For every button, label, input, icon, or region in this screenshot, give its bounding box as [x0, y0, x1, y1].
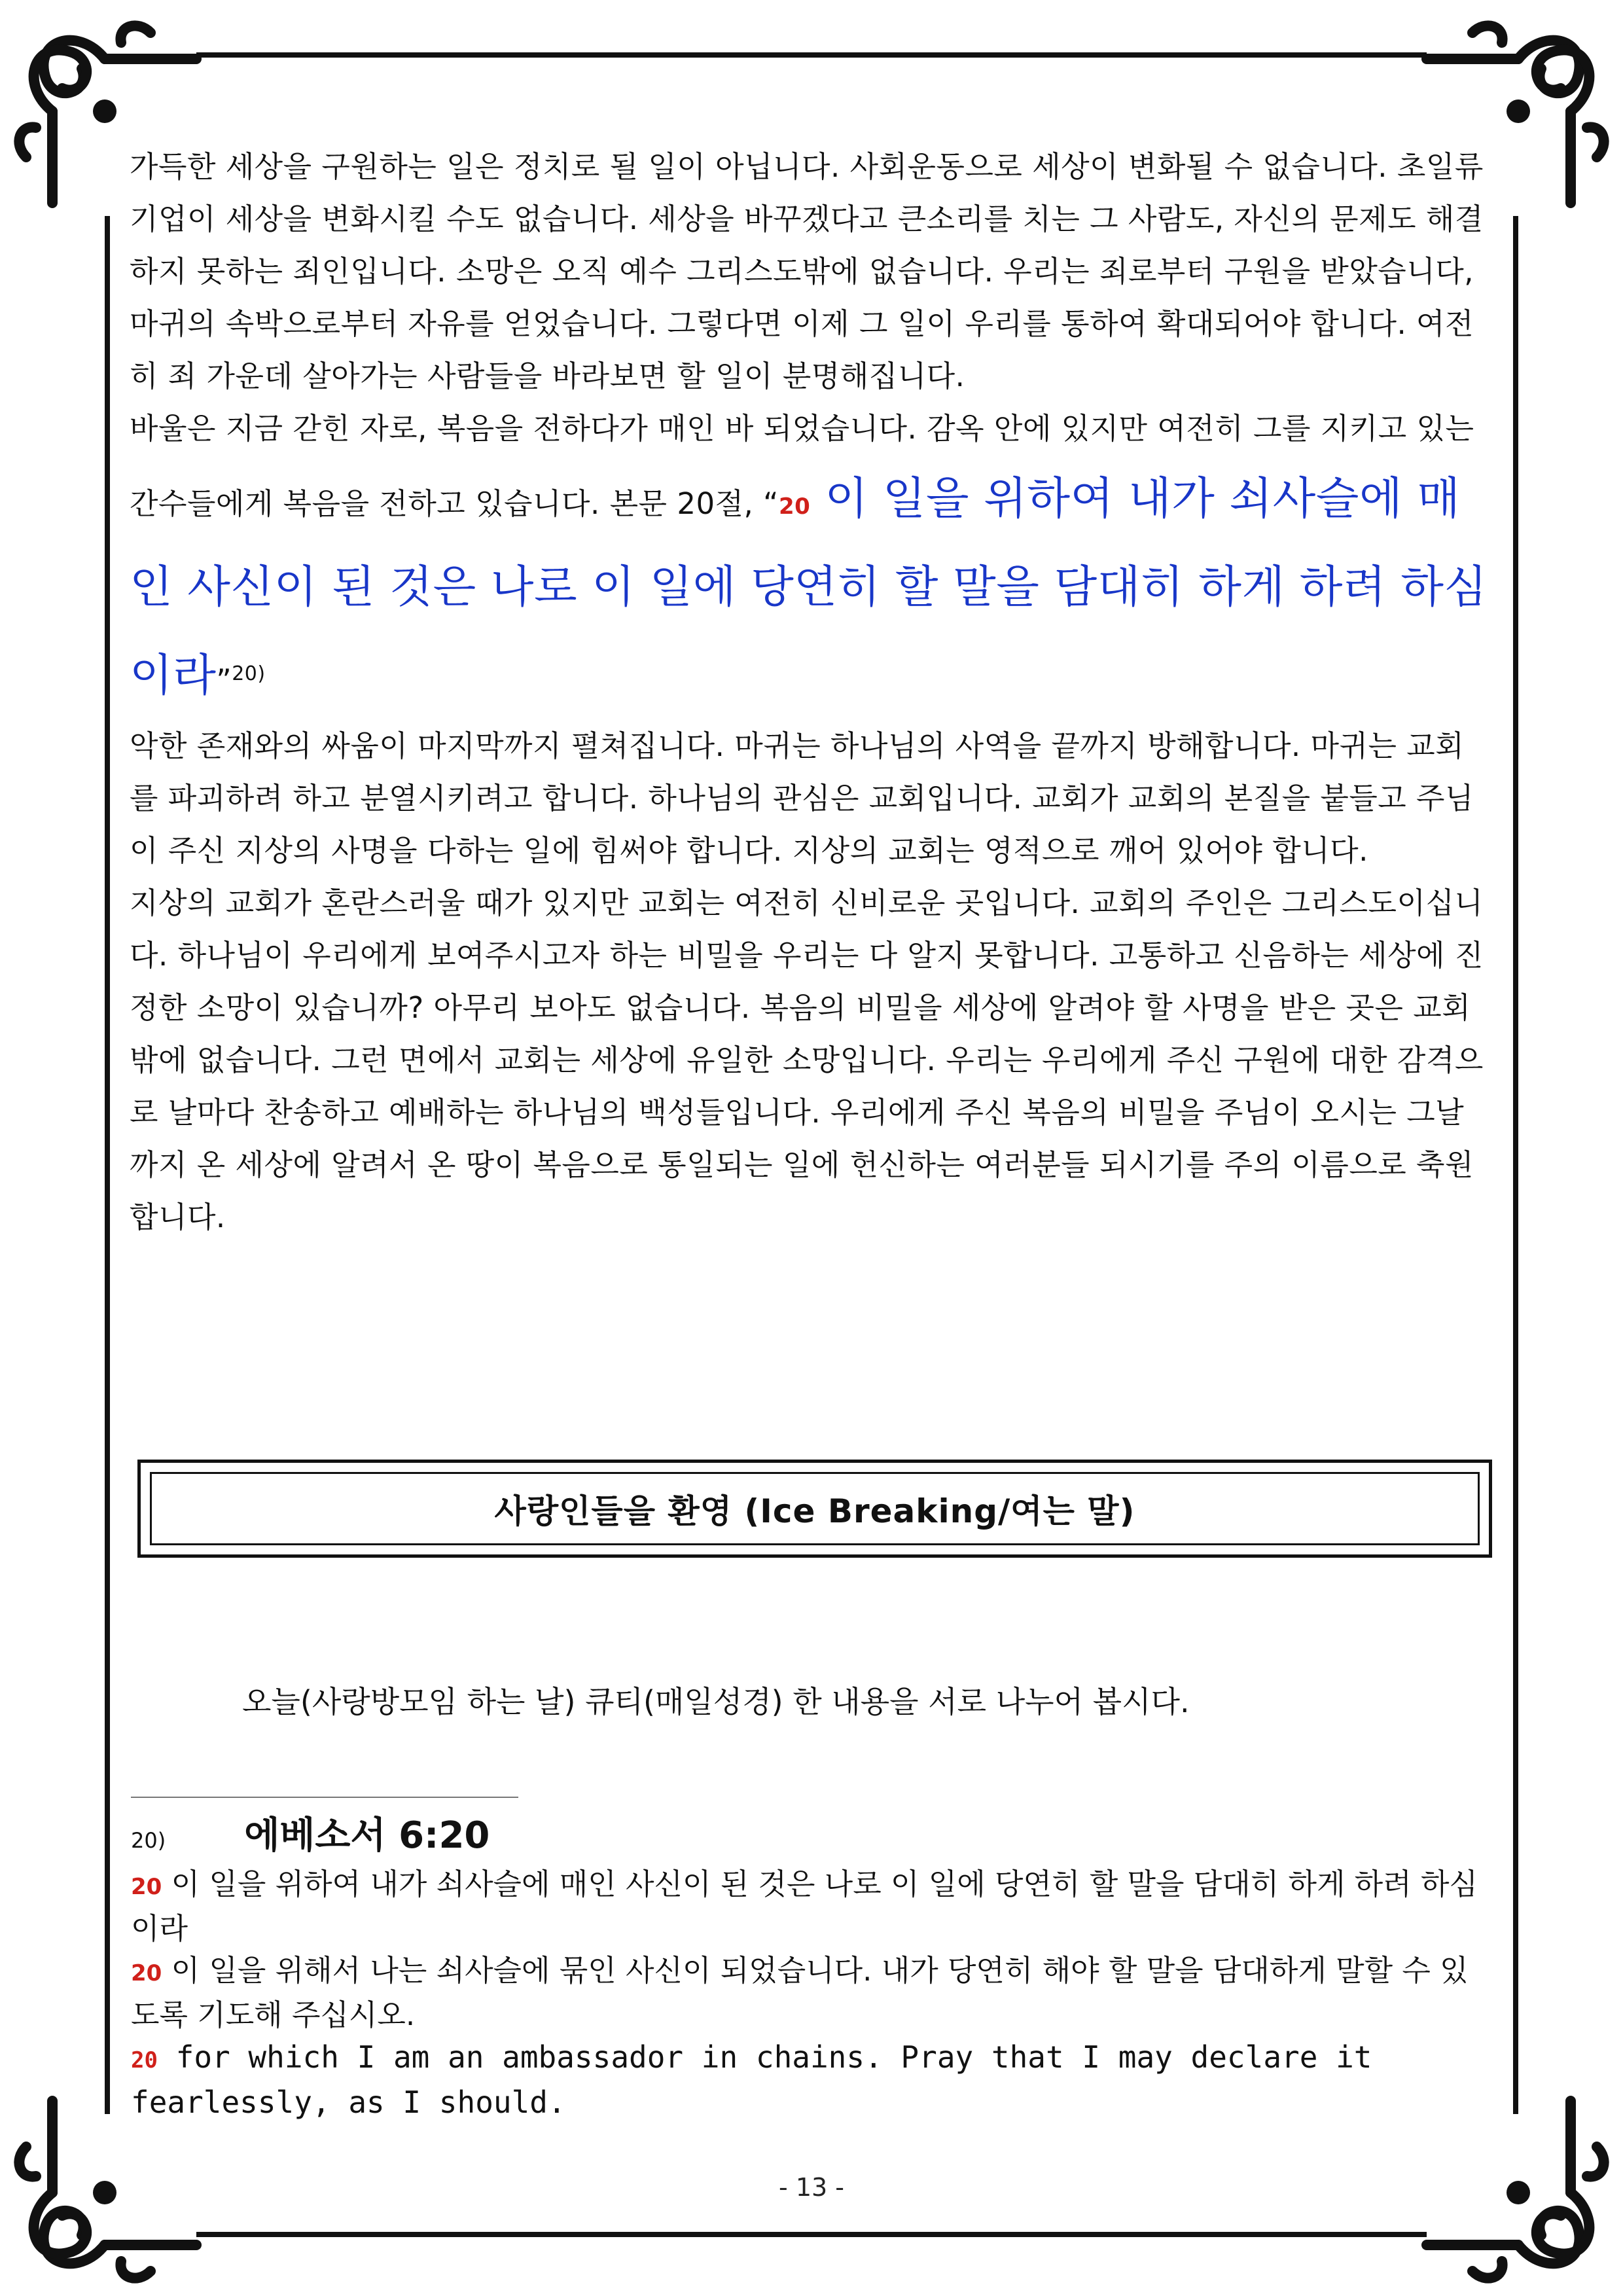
footnote-verse-krv: [131, 1863, 1492, 1950]
paragraph-church-mystery: 지상의 교회가 혼란스러울 때가 있지만 교회는 여전히 신비로운 곳입니다. 교회의 주인은 그리스도이십니다. 하나님이 우리에게 보여주시고자 하는 비밀을 우리는 다 알지 못합니다. 고통하고 신음하는 세상에 진정한 소망이 있습니까? 아무리 보아도 없습니다. 복음의 비밀을 세상에 알려야 할 사명을 받은 곳은 교회밖에 없습니다. 그런 면에서 교회는 세상에 유일한 소망입니다. 우리는 우리에게 주신 구원에 대한 감격으로 날마다 찬송하고 예배하는 하나님의 백성들입니다. 우리에게 주신 복음의 비밀을 주님이 오시는 그날까지 온 세상에 알려서 온 땅이 복음으로 통일되는 일에 헌신하는 여러분들 되시기를 주의 이름으로 축원합니다.: [130, 886, 1484, 1234]
section-title: 사랑인들을 환영 (Ice Breaking/여는 말): [494, 1492, 1135, 1530]
footnote-reference[interactable]: 20): [232, 662, 266, 685]
page-number: - 13 -: [779, 2173, 844, 2202]
footnote-verse-niv: [131, 2036, 1492, 2123]
footnote-verse-modern-text: 이 일을 위해서 나는 쇠사슬에 묶인 사신이 되었습니다. 내가 당연히 해야 할 말을 담대하게 말할 수 있도록 기도해 주십시오.: [131, 1953, 1469, 2032]
footnote-verse-modern: [131, 1950, 1492, 2036]
verse-quote: 이 일을 위하여 내가 쇠사슬에 매인 사신이 된 것은 나로 이 일에 당연히 할 말을 담대히 하게 하려 하심이라: [130, 473, 1488, 702]
footnotes: [131, 1813, 1492, 2123]
footnote-verse-niv-text: for which I am an ambassador in chains. Pray that I may declare it fearlessly, as I should.: [131, 2039, 1372, 2120]
section-title-box: [137, 1460, 1492, 1558]
sermon-body: [130, 141, 1491, 1244]
section-title-inner-box: [150, 1472, 1480, 1545]
footnote-separator: [131, 1797, 518, 1798]
paragraph-paul-chains: [130, 403, 1491, 720]
frame-right-line: [1513, 216, 1518, 2114]
discussion-prompt: 오늘(사랑방모임 하는 날) 큐티(매일성경) 한 내용을 서로 나누어 봅시다.: [242, 1684, 1190, 1719]
frame-left-line: [105, 216, 110, 2114]
paragraph-salvation: 가득한 세상을 구원하는 일은 정치로 될 일이 아닙니다. 사회운동으로 세상이 변화될 수 없습니다. 초일류 기업이 세상을 변화시킬 수도 없습니다. 세상을 바꾸겠다고 큰소리를 치는 그 사람도, 자신의 문제도 해결하지 못하는 죄인입니다. 소망은 오직 예수 그리스도밖에 없습니다. 우리는 죄로부터 구원을 받았습니다, 마귀의 속박으로부터 자유를 얻었습니다. 그렇다면 이제 그 일이 우리를 통하여 확대되어야 합니다. 여전히 죄 가운데 살아가는 사람들을 바라보면 할 일이 분명해집니다.: [130, 149, 1493, 393]
footnote-verse-number: 20: [131, 2047, 158, 2073]
footnote-verse-krv-text: 이 일을 위하여 내가 쇠사슬에 매인 사신이 된 것은 나로 이 일에 당연히 할 말을 담대히 하게 하려 하심이라: [131, 1867, 1478, 1946]
footnote-verse-number: 20: [131, 1874, 162, 1900]
footnote-number: 20): [131, 1828, 166, 1853]
paragraph-paul-intro: 바울은 지금 갇힌 자로, 복음을 전하다가 매인 바 되었습니다. 감옥 안에 있지만 여전히 그를 지키고 있는 간수들에게 복음을 전하고 있습니다. 본문 20절, “: [130, 411, 1484, 521]
footnote-verse-number: 20: [131, 1960, 162, 1986]
frame-bottom-line: [196, 2232, 1427, 2237]
footnote-header: [131, 1813, 1492, 1863]
verse-number: 20: [778, 493, 811, 520]
paragraph-spiritual-battle: 악한 존재와의 싸움이 마지막까지 펼쳐집니다. 마귀는 하나님의 사역을 끝까지 방해합니다. 마귀는 교회를 파괴하려 하고 분열시키려고 합니다. 하나님의 관심은 교회입니다. 교회가 교회의 본질을 붙들고 주님이 주신 지상의 사명을 다하는 일에 힘써야 합니다. 지상의 교회는 영적으로 깨어 있어야 합니다.: [130, 728, 1474, 868]
quote-close: ”: [216, 663, 232, 698]
frame-top-line: [196, 52, 1427, 58]
footnote-reference-title: 에베소서 6:20: [244, 1814, 490, 1857]
